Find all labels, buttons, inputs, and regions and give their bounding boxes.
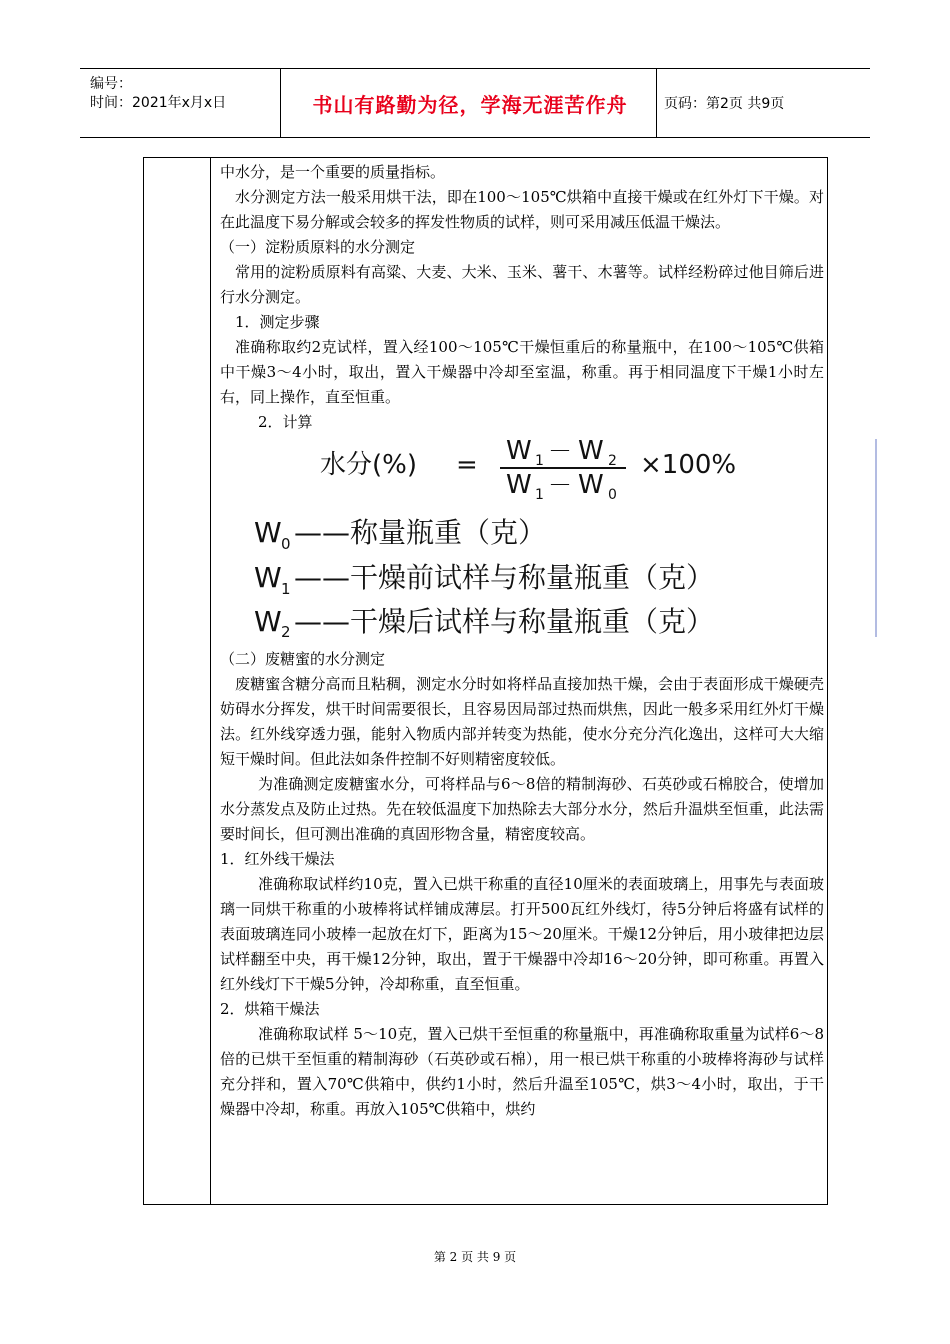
- numerator-minus: －: [548, 439, 572, 465]
- page-header: [80, 68, 870, 138]
- def-w0-subscript: 0: [281, 535, 291, 553]
- def-w2-symbol: W: [254, 605, 282, 637]
- denominator-minus: －: [548, 471, 572, 499]
- table-column-divider: [210, 158, 211, 1204]
- step-heading: 2．计算: [258, 413, 313, 431]
- paragraph: 废糖蜜含糖分高而且粘稠，测定水分时如将样品直接加热干燥，会由于表面形成干燥硬壳妨碍水分挥发，烘干时间需要很长，且容易因局部过热而烘焦，因此一般多采用红外灯干燥法。红外线穿透力强，能射入物质内部并转变为热能，使水分充分汽化逸出，这样可大大缩短干燥时间。但此法如条件控制不好则精密度较低。: [220, 675, 824, 768]
- formula-equals: =: [456, 450, 478, 480]
- moisture-formula-figure: [248, 439, 878, 637]
- formula-multiplier: ×100%: [640, 450, 737, 480]
- header-motto: 书山有路勤为径，学海无涯苦作舟: [312, 92, 628, 117]
- def-w1-symbol: W: [254, 561, 282, 594]
- numerator-w2: W: [578, 439, 604, 466]
- document-date: 时间：2021年x月x日: [90, 95, 227, 111]
- paragraph: 常用的淀粉质原料有高粱、大麦、大米、玉米、薯干、木薯等。试样经粉碎过他目筛后进行水分测定。: [220, 263, 824, 306]
- def-w2-text: ——干燥后试样与称量瓶重（克）: [294, 605, 715, 637]
- numerator-w1: W: [506, 439, 532, 466]
- section-heading: （一）淀粉质原料的水分测定: [220, 238, 416, 256]
- denominator-w1-subscript: 1: [535, 487, 544, 503]
- def-w0-symbol: W: [254, 516, 282, 549]
- method-heading: 1．红外线干燥法: [220, 850, 335, 868]
- numerator-w1-subscript: 1: [535, 453, 544, 469]
- def-w2-subscript: 2: [281, 623, 291, 637]
- document-table: [143, 157, 828, 1205]
- def-w0-text: ——称量瓶重（克）: [294, 516, 547, 549]
- numerator-w2-subscript: 2: [608, 453, 617, 469]
- denominator-w1: W: [506, 470, 532, 500]
- formula-svg: [248, 439, 878, 637]
- document-content: [220, 160, 824, 1122]
- method-heading: 2．烘箱干燥法: [220, 1000, 320, 1018]
- paragraph: 准确称取试样约10克，置入已烘干称重的直径10厘米的表面玻璃上，用事先与表面玻璃一同烘干称重的小玻棒将试样铺成薄层。打开500瓦红外线灯，待5分钟后将盛有试样的表面玻璃连同小玻棒一起放在灯下，距离为15～20厘米。干燥12分钟后，用小玻律把边层试样翻至中央，再干燥12分钟，取出，置于干燥器中冷却16～20分钟，即可称重。再置入红外线灯下干燥5分钟，冷却称重，直至恒重。: [220, 875, 824, 993]
- header-divider-left: [280, 69, 281, 137]
- def-w1-text: ——干燥前试样与称量瓶重（克）: [294, 561, 715, 594]
- paragraph: 中水分，是一个重要的质量指标。: [220, 163, 446, 181]
- header-meta: [90, 75, 226, 113]
- section-heading: （二）废糖蜜的水分测定: [220, 650, 386, 668]
- denominator-w0-subscript: 0: [608, 487, 617, 503]
- step-heading: 1．测定步骤: [235, 313, 320, 331]
- formula-lhs: 水分(%): [320, 450, 417, 480]
- document-number-label: 编号：: [90, 76, 132, 92]
- header-divider-right: [656, 69, 657, 137]
- paragraph: 水分测定方法一般采用烘干法，即在100～105℃烘箱中直接干燥或在红外灯下干燥。对在此温度下易分解或会较多的挥发性物质的试样，则可采用减压低温干燥法。: [220, 188, 824, 231]
- page-footer: 第 2 页 共 9 页: [433, 1250, 517, 1264]
- paragraph: 为准确测定废糖蜜水分，可将样品与6～8倍的精制海砂、石英砂或石棉胶合，使增加水分蒸发点及防止过热。先在较低温度下加热除去大部分水分，然后升温烘至恒重，此法需要时间长，但可测出准确的真固形物含量，精密度较高。: [220, 775, 824, 843]
- header-page-info: 页码：第2页 共9页: [664, 96, 785, 112]
- paragraph: 准确称取约2克试样，置入经100～105℃干燥恒重后的称量瓶中，在100～105℃供箱中干燥3～4小时，取出，置入干燥器中冷却至室温，称重。再于相同温度下干燥1小时左右，同上操作，直至恒重。: [220, 338, 824, 406]
- def-w1-subscript: 1: [281, 580, 291, 598]
- paragraph: 准确称取试样 5～10克，置入已烘干至恒重的称量瓶中，再准确称取重量为试样6～8倍的已烘干至恒重的精制海砂（石英砂或石棉），用一根已烘干称重的小玻棒将海砂与试样充分拌和，置入70℃供箱中，供约1小时，然后升温至105℃，烘3～4小时，取出，于干燥器中冷却，称重。再放入105℃供箱中，烘约: [220, 1025, 824, 1118]
- denominator-w0: W: [578, 470, 604, 500]
